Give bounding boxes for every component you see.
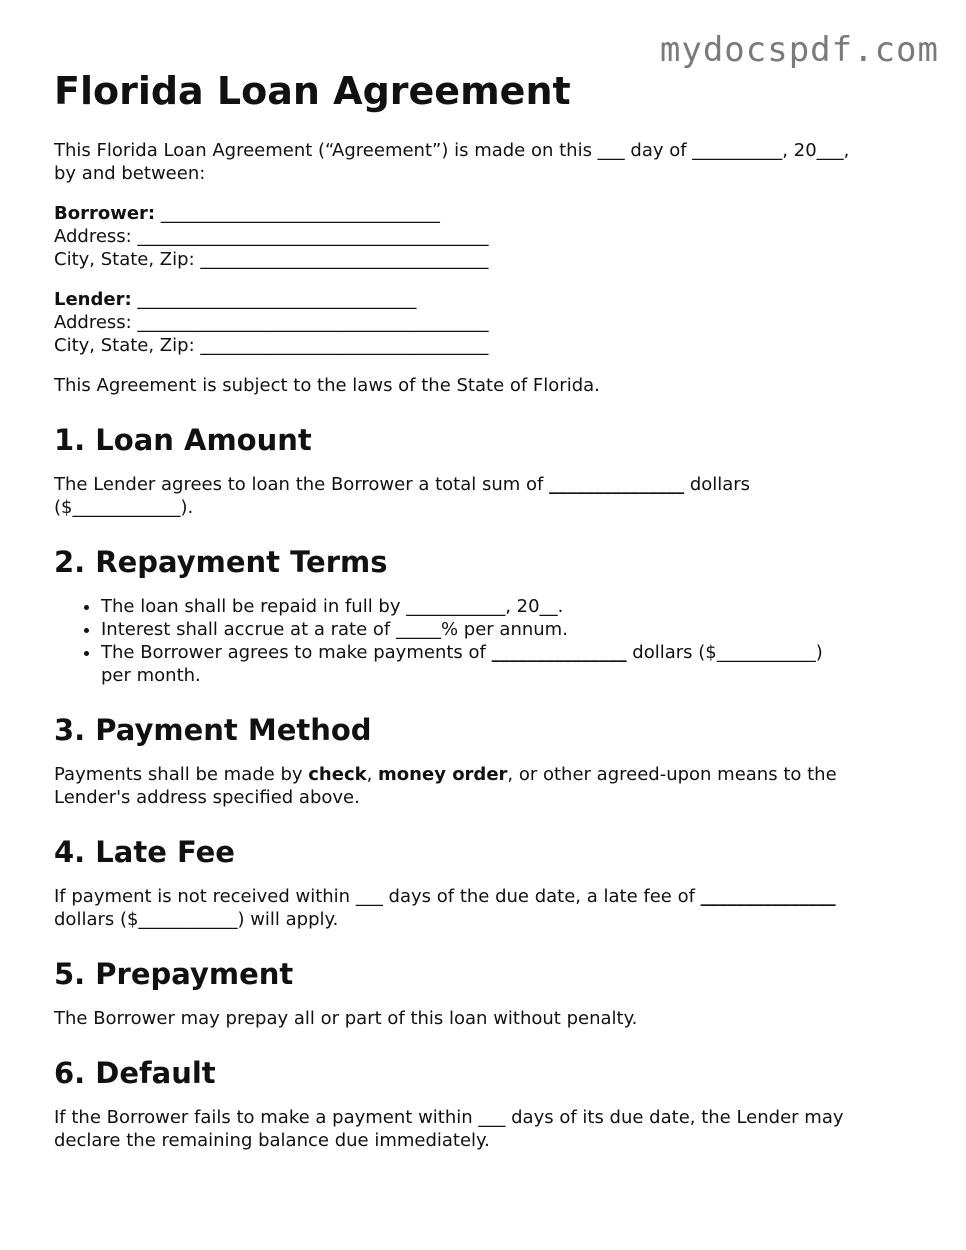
lender-name-blank: _______________________________ (131, 289, 417, 310)
body-text: dollars ($___________) will apply. (54, 909, 339, 930)
section-heading: 3. Payment Method (54, 713, 372, 747)
section-body (54, 473, 904, 519)
body-text: The Borrower agrees to make payments of (101, 642, 492, 663)
lender-block (54, 288, 904, 357)
amount-blank: _______________ (700, 886, 836, 907)
list-item: • The loan shall be repaid in full by ___________, 20__. (101, 595, 904, 618)
borrower-address-line: Address: _______________________________________ (54, 226, 489, 247)
section-loan-amount (54, 422, 904, 519)
watermark: mydocspdf.com (659, 30, 939, 70)
borrower-block (54, 202, 904, 271)
body-text: Payments shall be made by (54, 764, 309, 785)
body-text: If payment is not received within ___ days of the due date, a late fee of (54, 886, 701, 907)
section-body (54, 1106, 904, 1152)
payment-option-check: check (308, 764, 367, 785)
section-body (54, 885, 904, 931)
lender-city-line: City, State, Zip: ________________________________ (54, 335, 489, 356)
section-repayment-terms (54, 544, 904, 687)
section-default (54, 1055, 904, 1152)
section-heading: 1. Loan Amount (54, 423, 312, 457)
amount-blank: _______________ (549, 474, 685, 495)
list-item (101, 641, 904, 687)
document-title: Florida Loan Agreement (54, 69, 571, 113)
section-heading: 5. Prepayment (54, 957, 294, 991)
amount-blank: _______________ (491, 642, 627, 663)
repayment-list (54, 595, 904, 687)
section-heading: 6. Default (54, 1056, 216, 1090)
borrower-city-line: City, State, Zip: ________________________________ (54, 249, 489, 270)
body-text: dollars (684, 474, 751, 495)
section-body (54, 763, 904, 809)
lender-address-line: Address: _______________________________________ (54, 312, 489, 333)
body-text: ($____________). (54, 497, 194, 518)
section-payment-method (54, 712, 904, 809)
body-text: dollars ($___________) (626, 642, 823, 663)
body-text: per month. (101, 665, 201, 686)
section-heading: 2. Repayment Terms (54, 545, 388, 579)
document-page (54, 66, 904, 1152)
body-text: , (366, 764, 379, 785)
section-late-fee (54, 834, 904, 931)
intro-line-2: by and between: (54, 163, 206, 184)
body-text: If the Borrower fails to make a payment within ___ days of its due date, the Lender may (54, 1107, 844, 1128)
body-text: The Lender agrees to loan the Borrower a total sum of (54, 474, 550, 495)
lender-label: Lender: (54, 289, 132, 310)
section-heading: 4. Late Fee (54, 835, 235, 869)
list-item: • Interest shall accrue at a rate of _____% per annum. (101, 618, 904, 641)
intro-line-1: This Florida Loan Agreement (“Agreement”) is made on this ___ day of __________, 20___, (54, 140, 850, 161)
intro-paragraph (54, 139, 904, 185)
body-text: declare the remaining balance due immediately. (54, 1130, 490, 1151)
borrower-label: Borrower: (54, 203, 156, 224)
section-body: The Borrower may prepay all or part of this loan without penalty. (54, 1008, 638, 1029)
section-prepayment (54, 956, 904, 1030)
borrower-name-blank: _______________________________ (155, 203, 440, 224)
payment-option-money-order: money order (378, 764, 508, 785)
body-text: , or other agreed-upon means to the (507, 764, 837, 785)
body-text: Lender's address specified above. (54, 787, 360, 808)
governing-law-text: This Agreement is subject to the laws of the State of Florida. (54, 375, 600, 396)
